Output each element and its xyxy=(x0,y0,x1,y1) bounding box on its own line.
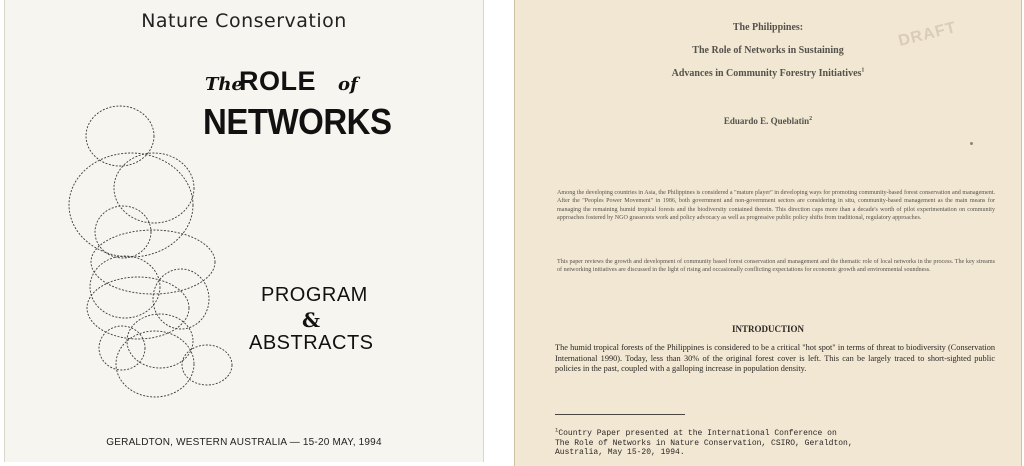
venue-date: GERALDTON, WESTERN AUSTRALIA — 15-20 MAY, 1994 xyxy=(106,437,382,448)
introduction-paragraph: The humid tropical forests of the Philippines is considered to be a critical "hot spot" in terms of threat to biodiversity (Conservation International 1990). Today, less than 30% of the original forest cover is left. This can be largely traced to short-sighted public policies in the past, coupled with a galloping increase in population density. xyxy=(555,343,995,374)
title-networks: NETWORKS xyxy=(203,101,392,142)
scan-speck xyxy=(970,142,973,145)
paper-page xyxy=(514,0,1022,466)
title-footnote-marker: 1 xyxy=(861,67,865,74)
title-the: The xyxy=(205,74,243,95)
circle-graphic xyxy=(114,153,194,223)
program-label: PROGRAM xyxy=(261,284,368,306)
paper-title-line-2: The Role of Networks in Sustaining xyxy=(692,45,844,56)
paper-title-line-3 xyxy=(515,68,1021,79)
author-name-text: Eduardo E. Queblatin xyxy=(723,116,810,126)
circle-graphic xyxy=(91,230,215,294)
abstract-paragraph-2: This paper reviews the growth and development of community based forest conservation and management and the thematic role of local networks in the process. The key streams of networking initiatives are discussed in the light of rising and occasionally conflicting expectations for economic growth and environmental soundness. xyxy=(557,259,995,274)
circle-graphic xyxy=(153,269,209,329)
paper-title-line-1: The Philippines: xyxy=(732,22,804,33)
circle-graphic xyxy=(69,153,193,257)
footnote-marker: 1 xyxy=(555,426,559,434)
abstract-paragraph-1: Among the developing countries in Asia, the Philippines is considered a "mature player" in developing ways for promoting community-based forest conservation and management. After the "Peoples Power Movement" in 1986, both government and non-government sectors are considering in situ, community-based management as the main means for managing the remaining humid tropical forests and the biodiversity contained therein. This direction caps more than a decade's worth of pilot experimentation on community approaches fostered by NGO grassroots work and policy advocacy as well as progressive public policy shifts from traditional, regulatory approaches. xyxy=(557,190,995,221)
circle-graphic xyxy=(95,206,151,258)
circle-graphic xyxy=(182,345,232,385)
author-footnote-marker: 2 xyxy=(809,116,813,122)
title-role: ROLE xyxy=(239,66,317,96)
circle-graphic xyxy=(87,277,189,339)
footnote-rule xyxy=(555,414,685,415)
network-circles-graphic xyxy=(5,0,483,462)
paper-title-line-3-text: Advances in Community Forestry Initiatives xyxy=(671,68,862,79)
draft-stamp: DRAFT xyxy=(896,19,959,50)
cover-page xyxy=(4,0,484,462)
introduction-heading: INTRODUCTION xyxy=(731,324,804,334)
author-name xyxy=(515,116,1021,126)
abstracts-label: ABSTRACTS xyxy=(249,332,374,354)
page-gap xyxy=(488,0,514,466)
footnote-text: Country Paper presented at the International Conference on The Role of Networks in Nature Conservation, CSIRO, Geraldton, Australia, May 15-20, 1994. xyxy=(555,429,853,458)
circle-graphic xyxy=(90,256,160,318)
series-title: Nature Conservation xyxy=(141,10,347,32)
ampersand: & xyxy=(302,308,321,332)
circle-graphic xyxy=(99,326,145,370)
circle-graphic xyxy=(86,106,154,166)
footnote xyxy=(555,426,999,458)
title-of: of xyxy=(338,74,358,95)
